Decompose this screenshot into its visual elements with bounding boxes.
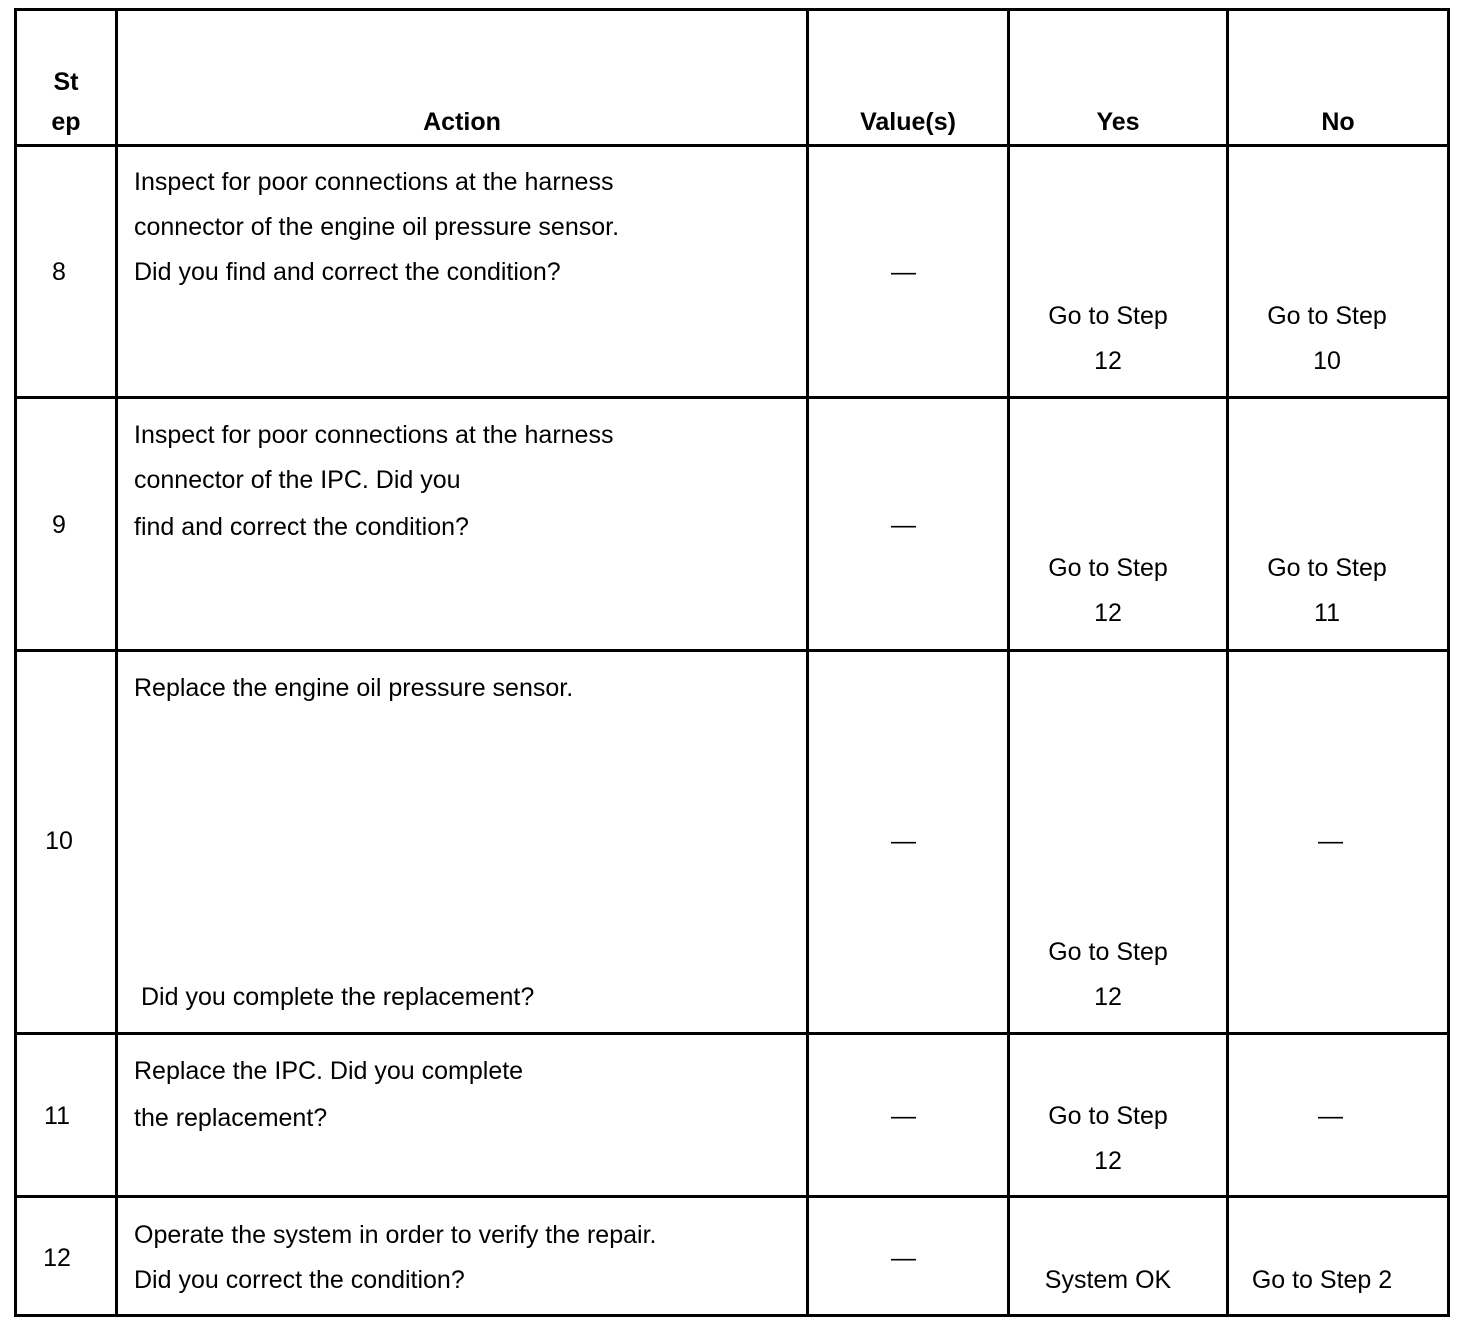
row-divider-10 [14,1032,1450,1035]
yes-line: Go to Step [1048,1102,1168,1130]
yes-line: Go to Step [1048,554,1168,582]
header-yes: Yes [1096,108,1140,136]
yes-line: 12 [1094,1147,1122,1175]
yes-line: 12 [1094,983,1122,1011]
header-step-line2: ep [51,108,81,136]
no-line: 11 [1314,599,1340,627]
yes-result: System OK [1044,1266,1172,1294]
value-dash: — [891,1102,916,1130]
step-number: 10 [45,827,73,855]
yes-line: Go to Step [1048,938,1168,966]
yes-line: Go to Step [1048,302,1168,330]
action-line: Replace the IPC. Did you complete [134,1057,524,1085]
no-line: Go to Step [1267,554,1387,582]
column-divider-step [115,8,118,1317]
action-line: connector of the engine oil pressure sensor. [134,213,620,241]
value-dash: — [891,511,916,539]
table-border-bottom [14,1314,1450,1317]
action-line: Operate the system in order to verify the repair. [134,1221,657,1249]
yes-line: 12 [1094,599,1122,627]
value-dash: — [891,258,916,286]
header-action: Action [423,108,501,136]
row-divider-8 [14,396,1450,399]
action-line: the replacement? [134,1104,328,1132]
step-number: 11 [44,1102,70,1130]
no-dash: — [1318,827,1343,855]
no-line: 10 [1313,347,1341,375]
row-divider-9 [14,649,1450,652]
action-line: Did you complete the replacement? [141,983,535,1011]
no-result: Go to Step 2 [1251,1266,1393,1294]
step-number: 8 [52,258,66,286]
header-no: No [1321,108,1355,136]
header-step-line1: St [53,68,79,96]
table-border-right [1447,8,1450,1317]
action-line: Inspect for poor connections at the harness [134,421,614,449]
header-values: Value(s) [860,108,956,136]
step-number: 9 [52,511,66,539]
no-dash: — [1318,1102,1343,1130]
value-dash: — [891,1244,916,1272]
action-line: Did you find and correct the condition? [134,258,561,286]
step-number: 12 [43,1244,71,1272]
yes-line: 12 [1094,347,1122,375]
action-line: connector of the IPC. Did you [134,466,461,494]
action-line: find and correct the condition? [134,513,469,541]
action-line: Replace the engine oil pressure sensor. [134,674,574,702]
table-border-top [14,8,1450,11]
value-dash: — [891,827,916,855]
action-line: Did you correct the condition? [134,1266,465,1294]
action-line: Inspect for poor connections at the harness [134,168,614,196]
row-divider-11 [14,1195,1450,1198]
no-line: Go to Step [1267,302,1387,330]
